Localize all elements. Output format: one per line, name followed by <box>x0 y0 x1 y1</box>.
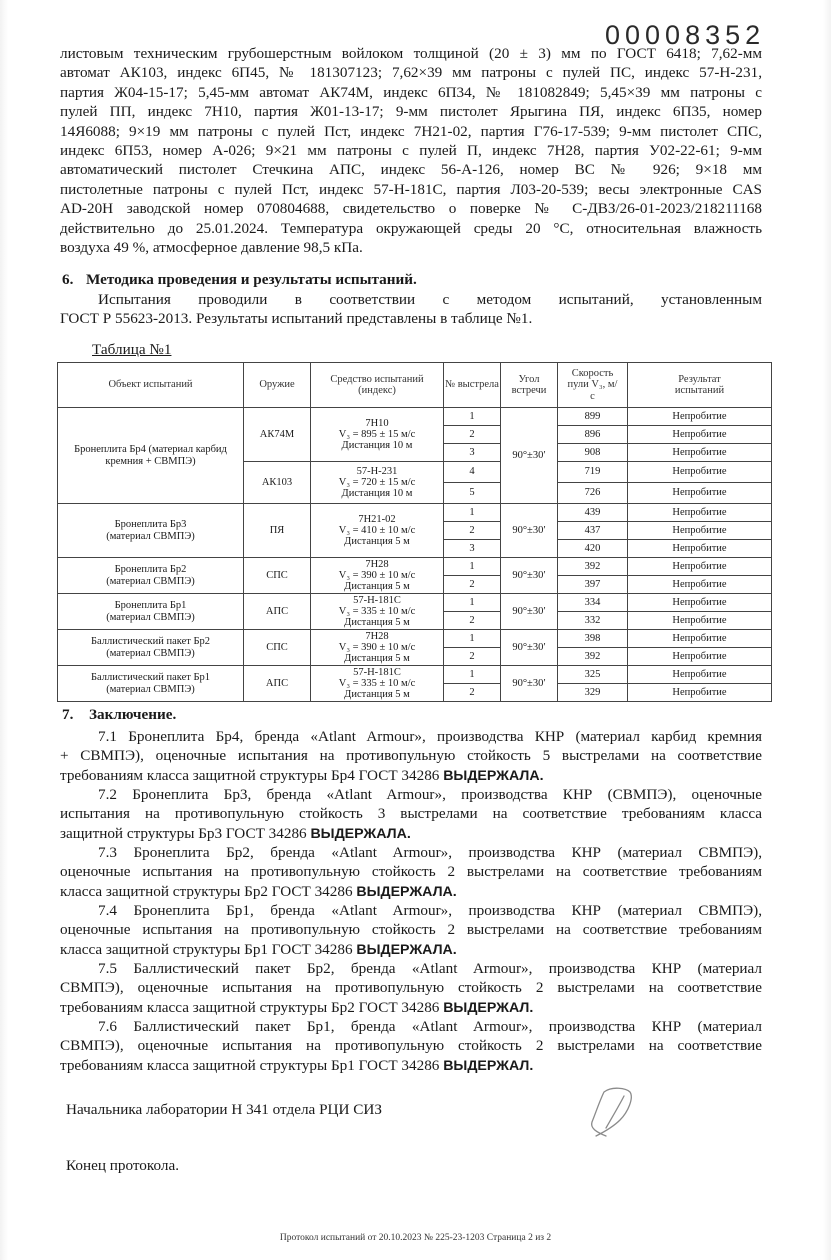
means-distance: Дистанция 5 м <box>344 617 410 628</box>
end-of-protocol: Конец протокола. <box>66 1157 180 1174</box>
cell-speed: 420 <box>558 540 628 558</box>
intro-line: действительно до 25.01.2024. Температура окружающей среды 20 °С, относительная влажность <box>60 219 762 237</box>
cell-means <box>311 504 444 558</box>
conclusion-line: 7.1 Бронеплита Бр4, бренда «Atlant Armour», производства КНР (материал карбид кремния <box>98 728 762 745</box>
cell-speed: 329 <box>558 684 628 702</box>
means-distance: Дистанция 5 м <box>344 581 410 592</box>
section-6-line: ГОСТ Р 55623-2013. Результаты испытаний представлены в таблице №1. <box>60 310 533 327</box>
cell-result: Непробитие <box>628 594 772 612</box>
cell-weapon: АК103 <box>244 462 311 504</box>
cell-means <box>311 594 444 630</box>
cell-means <box>311 462 444 504</box>
conclusion-text: класса защитной структуры Бр2 ГОСТ 34286 <box>60 882 357 900</box>
cell-result: Непробитие <box>628 666 772 684</box>
intro-paragraph <box>60 44 762 257</box>
means-index: 7Н28 <box>365 559 389 570</box>
intro-line: пистолетные патроны с пулей Пст, индекс 57-Н-181С, партия Л03-20-539; весы электронные CAS <box>60 180 762 198</box>
cell-speed: 437 <box>558 522 628 540</box>
conclusion-line: 7.3 Бронеплита Бр2, бренда «Atlant Armour», производства КНР (материал СВМПЭ), <box>98 844 762 861</box>
verdict: ВЫДЕРЖАЛА. <box>443 767 544 784</box>
cell-shot-no: 2 <box>444 576 501 594</box>
verdict: ВЫДЕРЖАЛА. <box>310 825 411 842</box>
conclusion-line: 7.6 Баллистический пакет Бр1, бренда «Atlant Armour», производства КНР (материал <box>98 1018 762 1035</box>
means-index: 57-Н-181С <box>353 667 401 678</box>
cell-speed: 332 <box>558 612 628 630</box>
cell-angle: 90°±30′ <box>501 504 558 558</box>
cell-result: Непробитие <box>628 483 772 504</box>
cell-result: Непробитие <box>628 612 772 630</box>
cell-shot-no: 1 <box>444 408 501 426</box>
cell-shot-no: 1 <box>444 666 501 684</box>
cell-object: Бронеплита Бр2 (материал СВМПЭ) <box>58 558 244 594</box>
table-row <box>58 504 772 522</box>
table-row <box>58 408 772 426</box>
intro-line: автоматический пистолет Стечкина АПС, индекс 56-А-126, номер ВС № 926; 9×18 мм <box>60 161 762 179</box>
conclusion-item-7-5 <box>60 959 762 1017</box>
cell-speed: 392 <box>558 648 628 666</box>
cell-weapon: ПЯ <box>244 504 311 558</box>
verdict: ВЫДЕРЖАЛА. <box>356 883 457 900</box>
cell-weapon: АК74М <box>244 408 311 462</box>
header-speed: Скорость пули V₃, м/с <box>558 363 628 408</box>
cell-object: Бронеплита Бр4 (материал карбид кремния + СВМПЭ) <box>58 408 244 504</box>
means-index: 7Н28 <box>365 631 389 642</box>
header-object: Объект испытаний <box>58 363 244 408</box>
section-number: 6. <box>62 271 74 288</box>
conclusion-line: 7.5 Баллистический пакет Бр2, бренда «Atlant Armour», производства КНР (материал <box>98 960 762 977</box>
cell-shot-no: 2 <box>444 684 501 702</box>
header-means: Средство испытаний (индекс) <box>311 363 444 408</box>
intro-line: листовым техническим грубошерстным войлоком толщиной (20 ± 3) мм по ГОСТ 6418; 7,62-мм <box>60 45 762 62</box>
table-row <box>58 666 772 684</box>
intro-line: индекс 6П53, номер А-026; 9×21 мм патроны с пулей П, индекс 7Н28, партия У02-22-61; 9-мм <box>60 141 762 159</box>
section-title: Методика проведения и результаты испытаний. <box>86 271 417 288</box>
conclusion-item-7-6 <box>60 1017 762 1075</box>
cell-shot-no: 1 <box>444 594 501 612</box>
cell-speed: 899 <box>558 408 628 426</box>
cell-result: Непробитие <box>628 504 772 522</box>
conclusion-item-7-3 <box>60 843 762 901</box>
cell-shot-no: 3 <box>444 444 501 462</box>
page-footer: Протокол испытаний от 20.10.2023 № 225-23-1203 Страница 2 из 2 <box>279 1233 552 1243</box>
table-header-row <box>58 363 772 408</box>
cell-means <box>311 666 444 702</box>
means-velocity: V₃ = 895 ± 15 м/с <box>338 429 416 440</box>
means-velocity: V₃ = 410 ± 10 м/с <box>338 525 416 536</box>
section-6-heading <box>62 271 417 289</box>
cell-speed: 397 <box>558 576 628 594</box>
cell-result: Непробитие <box>628 558 772 576</box>
conclusion-line <box>60 824 762 843</box>
cell-shot-no: 1 <box>444 630 501 648</box>
table-caption: Таблица №1 <box>92 341 172 358</box>
cell-angle: 90°±30′ <box>501 558 558 594</box>
intro-line: пулей ПП, индекс 7Н10, партия Ж01-13-17; 9-мм пистолет Ярыгина ПЯ, индекс 6П35, номер <box>60 103 762 121</box>
cell-weapon: АПС <box>244 594 311 630</box>
cell-speed: 719 <box>558 462 628 483</box>
cell-result: Непробитие <box>628 684 772 702</box>
intro-line: партия Ж04-15-17; 5,45-мм автомат АК74М, индекс 6П34, № 181082849; 5,45×39 мм патроны с <box>60 83 762 101</box>
cell-shot-no: 2 <box>444 522 501 540</box>
section-title: Заключение. <box>89 706 177 723</box>
cell-speed: 439 <box>558 504 628 522</box>
cell-angle: 90°±30′ <box>501 408 558 504</box>
means-index: 57-Н-181С <box>353 595 401 606</box>
cell-shot-no: 2 <box>444 426 501 444</box>
cell-result: Непробитие <box>628 540 772 558</box>
cell-result: Непробитие <box>628 462 772 483</box>
cell-angle: 90°±30′ <box>501 630 558 666</box>
handwritten-signature-icon <box>574 1084 654 1144</box>
conclusion-line <box>60 998 762 1017</box>
conclusion-item-7-4 <box>60 901 762 959</box>
cell-angle: 90°±30′ <box>501 594 558 630</box>
cell-speed: 726 <box>558 483 628 504</box>
table-row <box>58 630 772 648</box>
table-row <box>58 594 772 612</box>
conclusion-text: защитной структуры Бр3 ГОСТ 34286 <box>60 824 311 842</box>
cell-result: Непробитие <box>628 426 772 444</box>
cell-shot-no: 5 <box>444 483 501 504</box>
conclusion-item-7-2 <box>60 785 762 843</box>
conclusion-text: класса защитной структуры Бр1 ГОСТ 34286 <box>60 940 357 958</box>
cell-weapon: СПС <box>244 558 311 594</box>
cell-object: Баллистический пакет Бр2 (материал СВМПЭ) <box>58 630 244 666</box>
intro-line: автомат АК103, индекс 6П45, № 181307123; 7,62×39 мм патроны с пулей ПС, индекс 57-Н-231, <box>60 64 762 82</box>
verdict: ВЫДЕРЖАЛ. <box>443 999 534 1016</box>
cell-result: Непробитие <box>628 522 772 540</box>
document-number: 00008352 <box>605 20 766 50</box>
means-velocity: V₃ = 335 ± 10 м/с <box>338 678 416 689</box>
header-weapon: Оружие <box>244 363 311 408</box>
conclusion-text: требованиям класса защитной структуры Бр1 ГОСТ 34286 <box>60 1056 444 1074</box>
cell-result: Непробитие <box>628 576 772 594</box>
intro-line: воздуха 49 %, атмосферное давление 98,5 кПа. <box>60 238 363 256</box>
verdict: ВЫДЕРЖАЛА. <box>356 941 457 958</box>
cell-shot-no: 3 <box>444 540 501 558</box>
means-velocity: V₃ = 720 ± 15 м/с <box>338 477 416 488</box>
section-6-paragraph <box>60 290 762 328</box>
cell-result: Непробитие <box>628 408 772 426</box>
means-distance: Дистанция 10 м <box>341 488 413 499</box>
conclusion-line: 7.2 Бронеплита Бр3, бренда «Atlant Armour», производства КНР (СВМПЭ), оценочные <box>98 786 762 803</box>
cell-shot-no: 1 <box>444 504 501 522</box>
cell-shot-no: 4 <box>444 462 501 483</box>
cell-weapon: АПС <box>244 666 311 702</box>
section-6-line: Испытания проводили в соответствии с методом испытаний, установленным <box>98 291 762 308</box>
cell-means <box>311 630 444 666</box>
means-velocity: V₃ = 335 ± 10 м/с <box>338 606 416 617</box>
signature-line: Начальника лаборатории Н 341 отдела РЦИ СИЗ <box>66 1101 382 1118</box>
cell-result: Непробитие <box>628 648 772 666</box>
cell-speed: 908 <box>558 444 628 462</box>
conclusion-line: оценочные испытания на противопульную стойкость 2 выстрелами на соответствие требованиям <box>60 863 762 881</box>
means-distance: Дистанция 10 м <box>341 440 413 451</box>
cell-object: Бронеплита Бр1 (материал СВМПЭ) <box>58 594 244 630</box>
conclusion-line: испытания на противопульную стойкость 3 выстрелами на соответствие требованиям класса <box>60 805 762 823</box>
table-row <box>58 558 772 576</box>
conclusion-line: СВМПЭ), оценочные испытания на противопульную стойкость 2 выстрелами на соответствие <box>60 1037 762 1055</box>
conclusion-line: СВМПЭ), оценочные испытания на противопульную стойкость 2 выстрелами на соответствие <box>60 979 762 997</box>
means-distance: Дистанция 5 м <box>344 536 410 547</box>
cell-result: Непробитие <box>628 444 772 462</box>
conclusion-line: + СВМПЭ), оценочные испытания на противопульную стойкость 5 выстрелами на соответствие <box>60 747 762 765</box>
conclusion-item-7-1 <box>60 727 762 785</box>
means-velocity: V₃ = 390 ± 10 м/с <box>338 570 416 581</box>
conclusion-text: требованиям класса защитной структуры Бр2 ГОСТ 34286 <box>60 998 444 1016</box>
cell-speed: 896 <box>558 426 628 444</box>
cell-object: Баллистический пакет Бр1 (материал СВМПЭ) <box>58 666 244 702</box>
cell-result: Непробитие <box>628 630 772 648</box>
cell-means <box>311 408 444 462</box>
cell-shot-no: 2 <box>444 612 501 630</box>
header-angle: Угол встречи <box>501 363 558 408</box>
conclusion-line <box>60 1056 762 1075</box>
cell-speed: 392 <box>558 558 628 576</box>
section-number: 7. <box>62 706 74 723</box>
means-velocity: V₃ = 390 ± 10 м/с <box>338 642 416 653</box>
header-result: Результат испытаний <box>628 363 772 408</box>
section-7-heading <box>62 706 176 724</box>
intro-line: 14Я6088; 9×19 мм патроны с пулей Пст, индекс 7Н21-02, партия Г76-17-539; 9-мм пистолет СПС, <box>60 122 762 140</box>
cell-speed: 334 <box>558 594 628 612</box>
cell-speed: 325 <box>558 666 628 684</box>
conclusion-line: 7.4 Бронеплита Бр1, бренда «Atlant Armour», производства КНР (материал СВМПЭ), <box>98 902 762 919</box>
means-distance: Дистанция 5 м <box>344 689 410 700</box>
means-distance: Дистанция 5 м <box>344 653 410 664</box>
intro-line: AD-20H заводской номер 070804688, свидетельство о поверке № С-ДВЗ/26-01-2023/218211168 <box>60 200 762 218</box>
cell-speed: 398 <box>558 630 628 648</box>
results-table <box>57 362 772 702</box>
conclusion-line: оценочные испытания на противопульную стойкость 2 выстрелами на соответствие требованиям <box>60 921 762 939</box>
means-index: 57-Н-231 <box>356 466 398 477</box>
conclusion-text: требованиям класса защитной структуры Бр4 ГОСТ 34286 <box>60 766 444 784</box>
cell-means <box>311 558 444 594</box>
conclusion-line <box>60 940 762 959</box>
header-shot-no: № выстрела <box>444 363 501 408</box>
cell-object: Бронеплита Бр3 (материал СВМПЭ) <box>58 504 244 558</box>
cell-weapon: СПС <box>244 630 311 666</box>
conclusion-line <box>60 882 762 901</box>
verdict: ВЫДЕРЖАЛ. <box>443 1057 534 1074</box>
cell-shot-no: 2 <box>444 648 501 666</box>
conclusion-line <box>60 766 762 785</box>
means-index: 7Н21-02 <box>358 514 396 525</box>
cell-shot-no: 1 <box>444 558 501 576</box>
means-index: 7Н10 <box>365 418 389 429</box>
cell-angle: 90°±30′ <box>501 666 558 702</box>
